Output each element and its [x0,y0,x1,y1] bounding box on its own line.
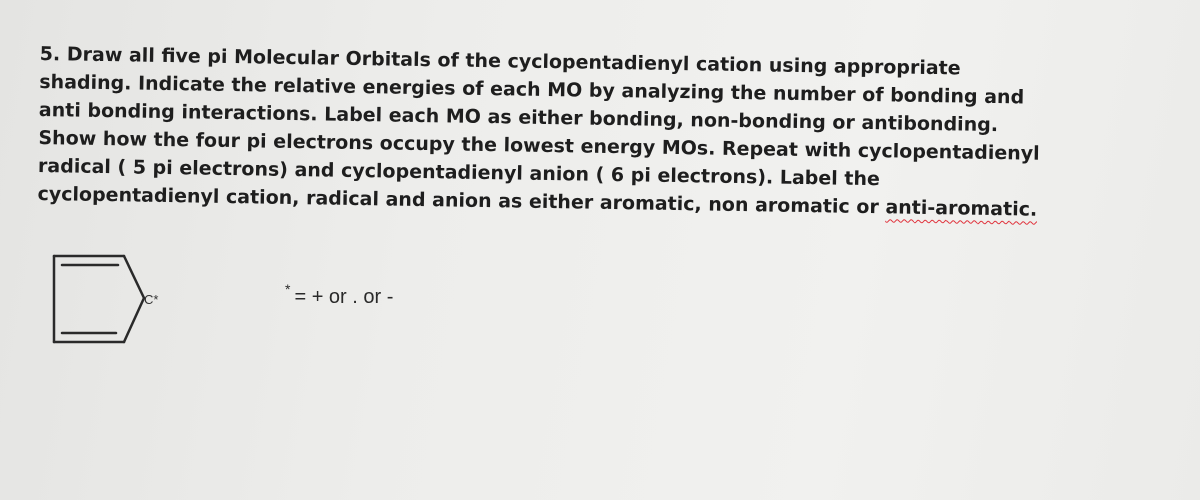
charge-note [285,281,394,309]
cyclopentadienyl-structure [40,240,210,360]
question-line-5: radical ( 5 pi electrons) and cyclopentadienyl anion ( 6 pi electrons). Label the [37,154,881,191]
question-text [37,40,1169,226]
note-text: = + or . or - [294,286,394,308]
carbon-label: C* [144,292,159,307]
note-asterisk: * [285,281,291,297]
spellcheck-underlined-word: anti-aromatic. [885,196,1038,221]
question-line-6-text: cyclopentadienyl cation, radical and anion as either aromatic, non aromatic or [37,182,886,219]
question-line-2: shading. Indicate the relative energies of each MO by analyzing the number of bonding and [39,70,1025,109]
ring-bond-lower-right [124,298,144,342]
question-line-4: Show how the four pi electrons occupy the lowest energy MOs. Repeat with cyclopentadienyl [38,126,1040,165]
ring-bond-upper-right [124,256,144,298]
question-line-3: anti bonding interactions. Label each MO as either bonding, non-bonding or antibonding. [38,98,999,137]
question-line-1: 5. Draw all five pi Molecular Orbitals of the cyclopentadienyl cation using appropriate [39,42,961,80]
